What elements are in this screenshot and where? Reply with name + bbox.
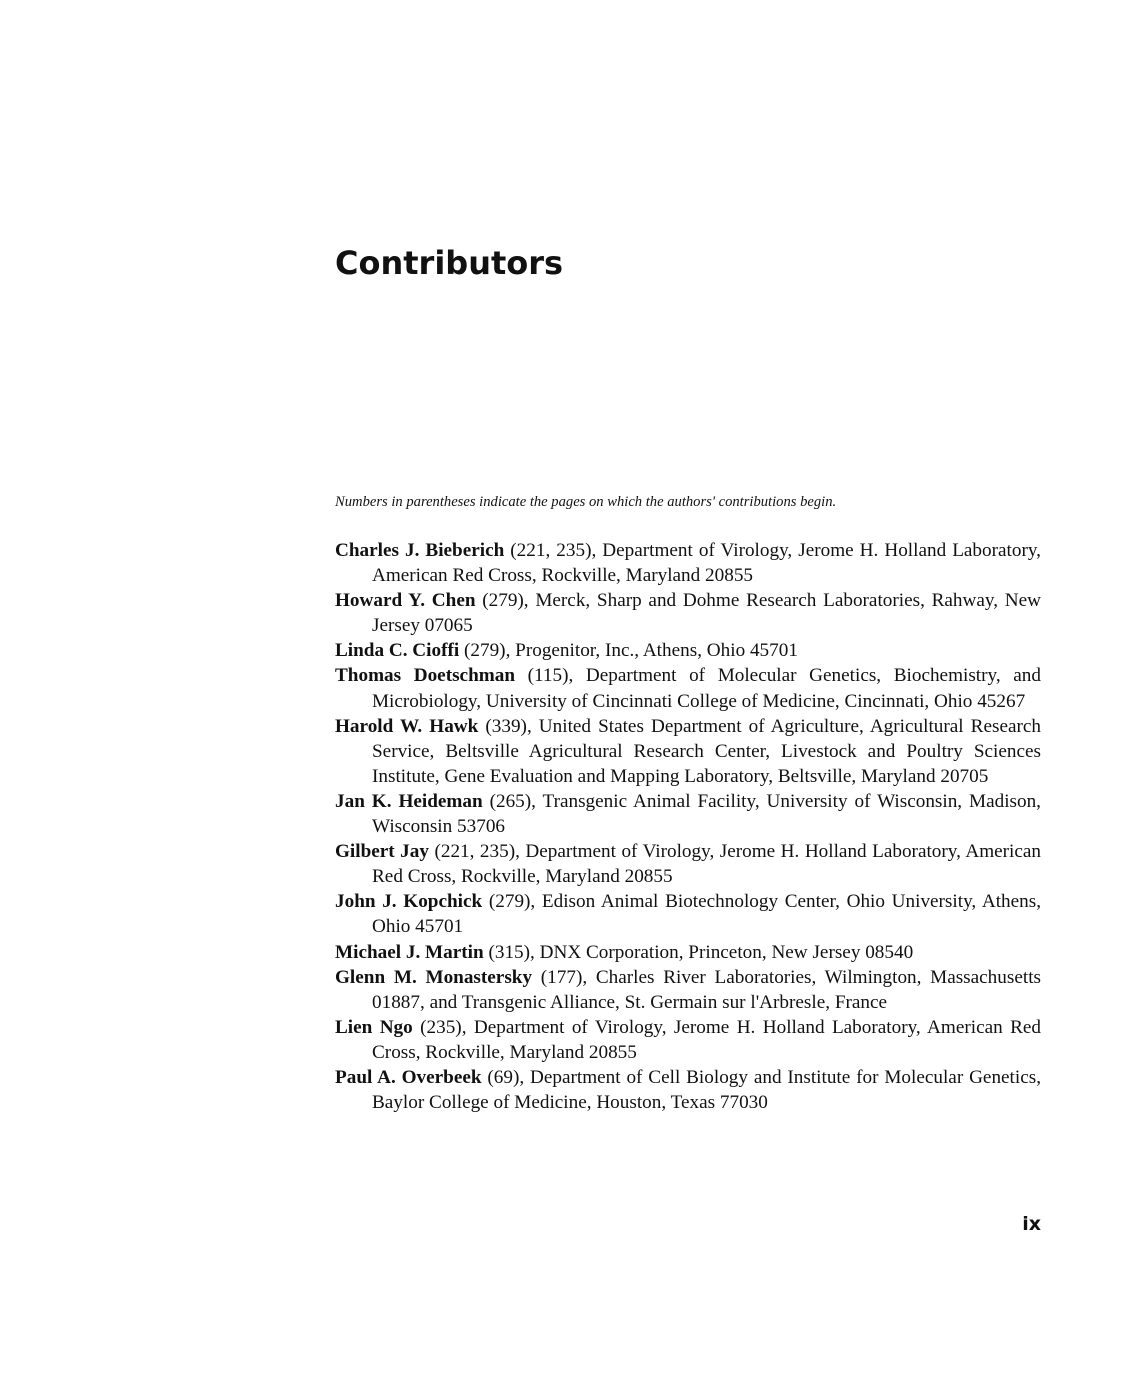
contributor-entry — [335, 839, 1041, 889]
contributor-name: Thomas Doetschman — [335, 665, 515, 687]
contributor-affiliation: (265), Transgenic Animal Facility, University of Wisconsin, Madison, Wisconsin 53706 — [372, 790, 1041, 838]
contributor-entry — [335, 714, 1041, 789]
contributor-name: Charles J. Bieberich — [335, 540, 505, 561]
contributor-name: Glenn M. Monastersky — [335, 966, 533, 988]
contributor-affiliation: (279), Edison Animal Biotechnology Center, Ohio University, Athens, Ohio 45701 — [372, 891, 1041, 938]
contributor-affiliation: (279), Merck, Sharp and Dohme Research Laboratories, Rahway, New Jersey 07065 — [372, 590, 1041, 637]
contributor-name: Jan K. Heideman — [335, 790, 483, 812]
contributor-name: Lien Ngo — [335, 1016, 413, 1038]
contributor-affiliation: (315), DNX Corporation, Princeton, New Jersey 08540 — [483, 941, 914, 963]
page-title: Contributors — [335, 244, 564, 282]
contributor-entry — [335, 789, 1041, 839]
contributor-name: Paul A. Overbeek — [335, 1066, 482, 1088]
contributor-entry — [335, 889, 1041, 939]
contributor-entry — [335, 588, 1041, 638]
contributor-name: Linda C. Cioffi — [335, 640, 460, 662]
contributor-entry — [335, 965, 1041, 1015]
contributor-affiliation: (221, 235), Department of Virology, Jerome H. Holland Laboratory, American Red Cross, Rockville, Maryland 20855 — [372, 841, 1041, 888]
contributor-entry — [335, 663, 1041, 713]
contributor-affiliation: (115), Department of Molecular Genetics, Biochemistry, and Microbiology, University of Cincinnati College of Medicine, Cincinnati, Ohio 45267 — [372, 665, 1041, 712]
contributor-entry — [335, 538, 1041, 588]
contributor-name: Howard Y. Chen — [335, 590, 476, 612]
page-number: ix — [1022, 1213, 1041, 1235]
contributor-entry — [335, 940, 1041, 965]
contributor-name: John J. Kopchick — [335, 891, 483, 913]
contributor-name: Harold W. Hawk — [335, 715, 479, 737]
contributor-entry — [335, 1065, 1041, 1115]
contributors-note: Numbers in parentheses indicate the pages on which the authors' contributions begin. — [335, 494, 837, 510]
contributor-affiliation: (69), Department of Cell Biology and Institute for Molecular Genetics, Baylor College of Medicine, Houston, Texas 77030 — [372, 1066, 1041, 1114]
contributor-name: Michael J. Martin — [335, 941, 484, 963]
contributor-name: Gilbert Jay — [335, 841, 429, 863]
contributor-list — [335, 538, 1041, 1115]
contributor-entry — [335, 1015, 1041, 1065]
contributor-affiliation: (177), Charles River Laboratories, Wilmington, Massachusetts 01887, and Transgenic Alliance, St. Germain sur l'Arbresle, France — [372, 966, 1041, 1013]
contributor-affiliation: (279), Progenitor, Inc., Athens, Ohio 45701 — [459, 640, 798, 662]
contributor-affiliation: (339), United States Department of Agriculture, Agricultural Research Service, Beltsville Agricultural Research Center, Livestock and Poultry Sciences Institute, Gene Evaluation and Mapping Laboratory, Beltsville, Maryland 20705 — [372, 715, 1041, 787]
contributor-entry — [335, 638, 1041, 663]
contributor-affiliation: (221, 235), Department of Virology, Jerome H. Holland Laboratory, American Red Cross, Rockville, Maryland 20855 — [372, 540, 1041, 587]
contributor-affiliation: (235), Department of Virology, Jerome H. Holland Laboratory, American Red Cross, Rockville, Maryland 20855 — [372, 1016, 1041, 1063]
